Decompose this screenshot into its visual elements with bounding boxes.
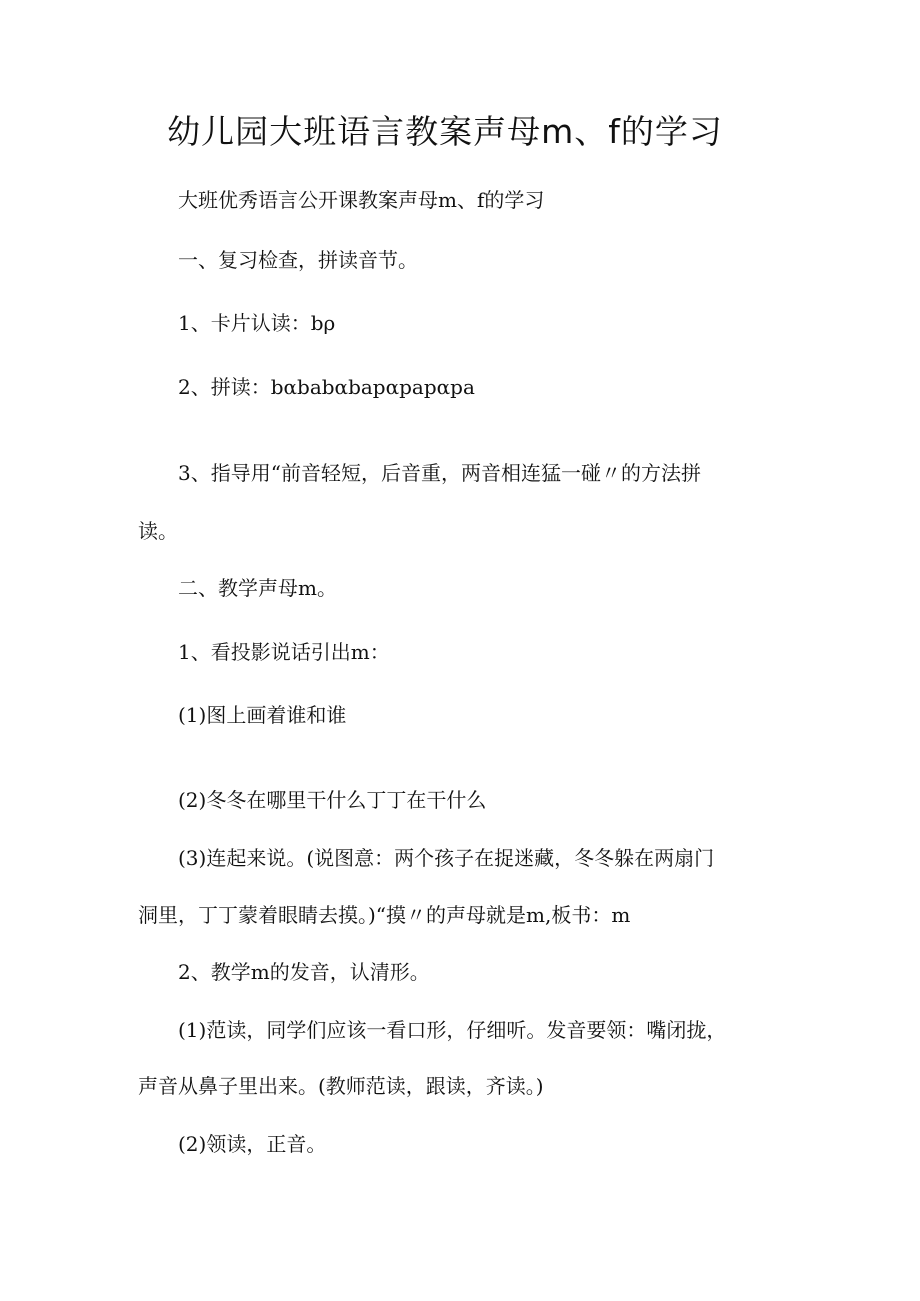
paragraph-guidance: 3、指导用“前音轻短，后音重，两音相连猛一碰〃的方法拼 <box>178 461 701 485</box>
paragraph-lead-reading: (2)领读，正音。 <box>178 1132 327 1156</box>
section-heading-review: 一、复习检查，拼读音节。 <box>178 248 418 272</box>
paragraph-guidance-cont: 读。 <box>138 519 178 543</box>
paragraph-question-2: (2)冬冬在哪里干什么丁丁在干什么 <box>178 788 487 812</box>
paragraph-model-reading-cont: 声音从鼻子里出来。(教师范读，跟读，齐读。) <box>138 1074 544 1098</box>
paragraph-question-1: (1)图上画着谁和谁 <box>178 703 347 727</box>
paragraph-projection: 1、看投影说话引出m： <box>178 640 390 664</box>
paragraph-spelling: 2、拼读：bαbabαbapαpapαpa <box>178 375 475 399</box>
paragraph-card-reading: 1、卡片认读：bρ <box>178 311 336 335</box>
paragraph-model-reading: (1)范读，同学们应该一看口形，仔细听。发音要领：嘴闭拢， <box>178 1018 727 1042</box>
paragraph-teach-pronunciation: 2、教学m的发音，认清形。 <box>178 960 430 984</box>
paragraph-question-3: (3)连起来说。(说图意：两个孩子在捉迷藏，冬冬躲在两扇门 <box>178 846 715 870</box>
paragraph-question-3-cont: 洞里，丁丁蒙着眼睛去摸。)“摸〃的声母就是m,板书：m <box>138 903 631 927</box>
document-title: 幼儿园大班语言教案声母m、f的学习 <box>167 112 723 151</box>
subtitle: 大班优秀语言公开课教案声母m、f的学习 <box>178 188 545 212</box>
section-heading-teach-m: 二、教学声母m。 <box>178 576 337 600</box>
